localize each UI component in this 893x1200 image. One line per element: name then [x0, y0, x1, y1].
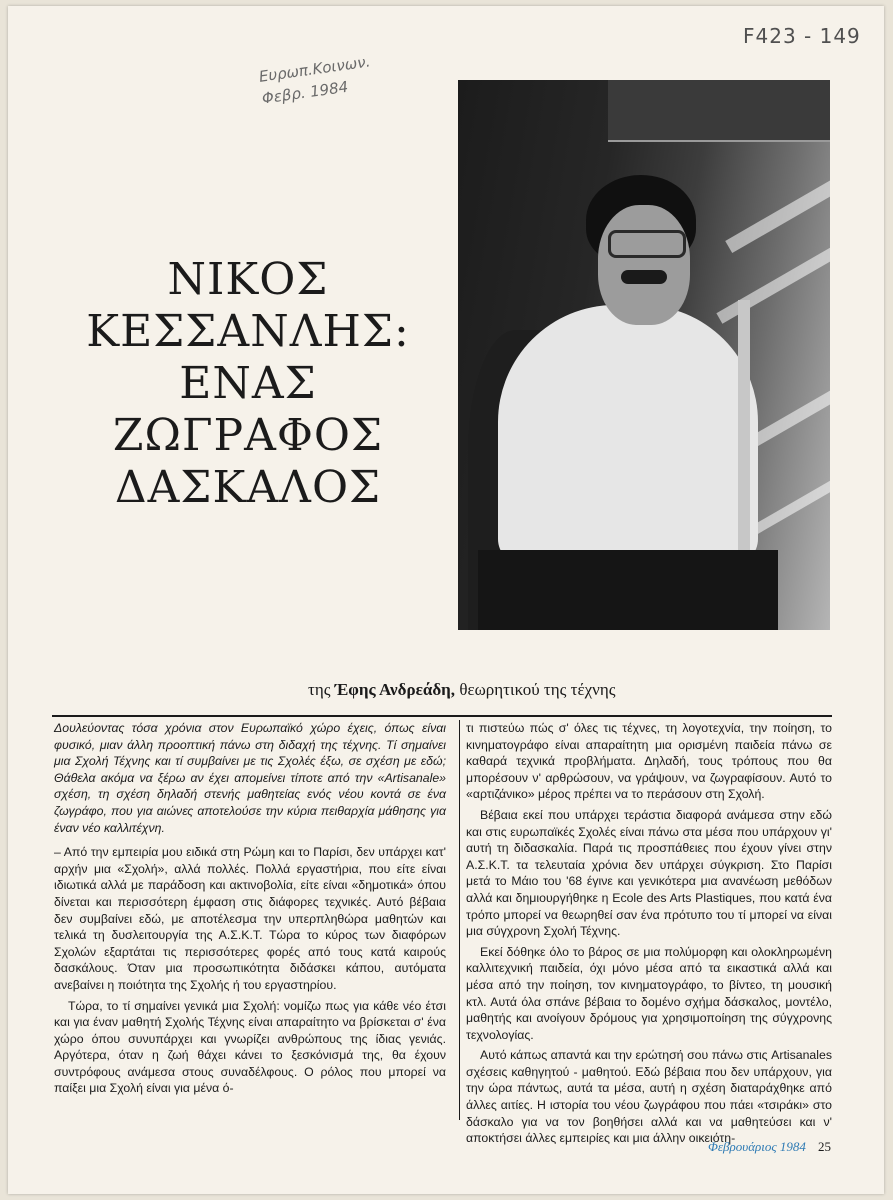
byline-prefix: της	[308, 680, 335, 699]
article-paragraph: Βέβαια εκεί που υπάρχει τεράστια διαφορά ανάμεσα στην εδώ και στις ευρωπαϊκές Σχολές είναι πάνω στα μέσα που υπάρχουν γι' αυτή τη διδασκαλία. Παρά τις προσπάθειες που έχουν γίνει στην Α.Σ.Κ.Τ. τα τελευταία χρόνια δεν υπάρχει σύγκριση. Στο Παρίσι μετά το Μάιο του '68 έγινε και γενικότερα μια ανανέωση μεθόδων αλλά και δημιουργήθηκε η Ecole des Arts Plastiques, που κατά ένα τρόπο μπορεί να θεωρηθεί σαν ένα πρότυπο του τί μπορεί να είναι μια σύγχρονη Σχολή Τέχνης.	[466, 807, 832, 939]
article-paragraph: Εκεί δόθηκε όλο το βάρος σε μια πολύμορφη και ολοκληρωμένη καλλιτεχνική παιδεία, όχι μόνο μέσα από τα εικαστικά αλλά και μέσα από την ποίηση, τον κινηματογράφο, το βίντεο, τη μουσική κτλ. Αυτά όλα σπάνε βέβαια το δομένο σχήμα δάσκαλος, μοντέλο, μαθητής και ανοίγουν δρόμους για χρησιμοποίηση της σύγχρονης τεχνολογίας.	[466, 944, 832, 1042]
footer-page-number: 25	[818, 1139, 831, 1154]
portrait-photo	[458, 80, 830, 630]
interview-question: Δουλεύοντας τόσα χρόνια στον Ευρωπαϊκό χώρο έχεις, όπως είναι φυσικό, μιαν άλλη προοπτική πάνω στη διδαχή της τέχνης. Τί σημαίνει μια Σχολή Τέχνης και τί συμβαίνει με τις Σχολές έξω, σε σχέση με εδώ; Θάθελα ακόμα να ξέρω αν έχει απομείνει τίποτε από την «Artisanale» σχέση, τη σχέση δηλαδή στενής μαθητείας ενός νέου κοντά σε ένα ζωγράφο, που για αιώνες αποτελούσε την κύρια πειθαρχία μάθησης για έναν νέο καλλιτέχνη.	[54, 721, 446, 835]
photo-face	[598, 205, 690, 325]
photo-legs	[478, 550, 778, 630]
article-paragraph: Αυτό κάπως απαντά και την ερώτησή σου πάνω στις Artisanales σχέσεις καθηγητού - μαθητού. Εδώ βέβαια που δεν υπάρχουν, για την ώρα πάντως, αυτά τα μέσα, αυτή η σχέση διαταράχθηκε από άλλες αιτίες. Η ιστορία του νέου ζωγράφου που πάει «τσιράκι» στο δάσκαλο για να τον βοηθήσει αλλά και να μαθητεύσει και ν' αποκτήσει άλλες εμπειρίες και μια άλλην οικειότη-	[466, 1048, 832, 1146]
byline-role: θεωρητικού της τέχνης	[455, 680, 616, 699]
photo-background-frame	[608, 80, 830, 142]
headline-line: ΝΙΚΟΣ	[167, 254, 329, 305]
byline-author: Έφης Ανδρεάδη,	[334, 680, 456, 699]
article-paragraph: τι πιστεύω πώς σ' όλες τις τέχνες, τη λογοτεχνία, την ποίηση, το κινηματογράφο είναι απαραίτητη μια ορισμένη παιδεία πάνω σε καθαρά τεχνικά προβλήματα. Δηλαδή, τους τρόπους που θα μπορέσουν ν' αρθρώσουν, να γράψουν, να ζωγραφίσουν. Αυτό το «αρτιζάνικο» μέρος πρέπει να το περάσουν στη Σχολή.	[466, 721, 832, 802]
article-headline	[48, 254, 448, 514]
article-paragraph: – Από την εμπειρία μου ειδικά στη Ρώμη και το Παρίσι, δεν υπάρχει κατ' αρχήν μια «Σχολή», αλλά πολλές. Πολλά εργαστήρια, που είτε είναι ιδιωτικά αλλά με παράδοση και ακτινοβολία, είτε είναι «δημοτικά» όπου δίνεται και περισσότερη έμφαση στις διάφορες τεχνικές. Αυτό βέβαια δεν συμβαίνει εδώ, με αποτέλεσμα την υπερπληθώρα μαθητών και τελικά τη δυσλειτουργία της Α.Σ.Κ.Τ. Τώρα το κύρος των διαφόρων Σχολών εξαρτάται τις περισσότερες φορές από τους κατά καιρούς δασκάλους. Όταν μια προσωπικότητα διδάσκει κάπου, αυτόματα ανεβαίνει η ποιότητα της Σχολής ή του εργαστηρίου.	[54, 845, 446, 992]
photo-moustache	[621, 270, 667, 284]
article-paragraph: Τώρα, το τί σημαίνει γενικά μια Σχολή: νομίζω πως για κάθε νέο έτσι και για έναν μαθητή Σχολής Τέχνης είναι απαραίτητο να βρίσκεται σ' ένα χώρο όπου συνυπάρχει και γνωρίζει ανθρώπους της ίδιας γενιάς. Αργότερα, όταν η ζωή θάχει κάνει το ξεσκόνισμά της, θα έχουν συντρόφους ανάμεσα στους συναδέλφους. Ο ρόλος που μπορεί να παίξει μια Σχολή είναι για μένα ό-	[54, 998, 446, 1096]
article-column-right	[466, 720, 832, 1151]
archive-code-annotation: F423 - 149	[743, 24, 861, 48]
headline-line: ΖΩΓΡΑΦΟΣ	[112, 410, 384, 461]
headline-line: ΕΝΑΣ	[179, 358, 317, 409]
headline-line: ΚΕΣΣΑΝΛΗΣ:	[86, 306, 410, 357]
footer-issue-date: Φεβρουάριος 1984	[708, 1139, 806, 1154]
photo-glasses	[608, 230, 686, 258]
photo-light-stripe	[725, 161, 830, 253]
article-byline	[308, 680, 615, 700]
source-annotation	[257, 50, 374, 109]
article-column-left	[54, 720, 446, 1101]
byline-rule	[52, 715, 832, 717]
photo-shirt	[498, 305, 758, 565]
source-annotation-line: Φεβρ. 1984	[260, 77, 350, 108]
column-divider	[459, 720, 460, 1120]
magazine-page	[8, 6, 884, 1194]
headline-line: ΔΑΣΚΑΛΟΣ	[114, 462, 382, 513]
source-annotation-line: Ευρωπ.Κοινων.	[257, 52, 372, 86]
